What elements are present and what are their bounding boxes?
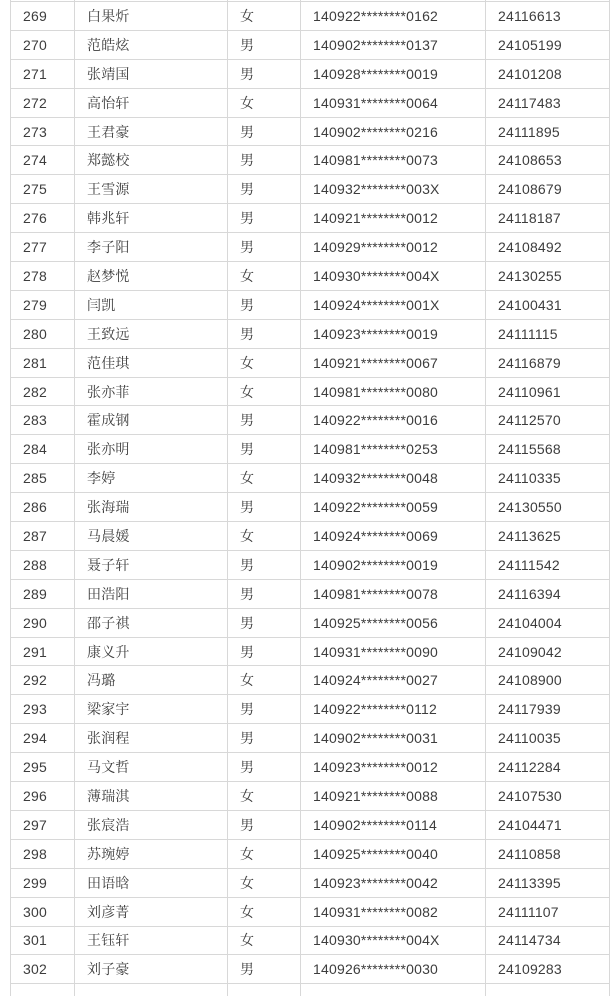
exam-number-cell: 24109283	[486, 955, 610, 984]
gender-cell: 女	[228, 868, 301, 897]
row-number-cell: 277	[11, 233, 75, 262]
student-name-cell: 冯璐	[75, 666, 228, 695]
table-row	[11, 146, 610, 175]
id-number-cell: 140981********0073	[301, 146, 486, 175]
id-number-cell: 140921********0012	[301, 204, 486, 233]
table-row	[11, 2, 610, 31]
row-number-cell: 279	[11, 290, 75, 319]
row-number-cell: 274	[11, 146, 75, 175]
id-number-cell: 140930********004X	[301, 926, 486, 955]
row-number-cell: 294	[11, 724, 75, 753]
student-name-cell: 刘彦菁	[75, 897, 228, 926]
id-number-cell: 140921********0067	[301, 348, 486, 377]
exam-number-cell: 24115568	[486, 435, 610, 464]
gender-cell: 女	[228, 88, 301, 117]
gender-cell: 男	[228, 695, 301, 724]
row-number-cell: 276	[11, 204, 75, 233]
student-name-cell: 王钰轩	[75, 926, 228, 955]
gender-cell: 男	[228, 146, 301, 175]
student-name-cell: 张海瑞	[75, 493, 228, 522]
row-number-cell: 282	[11, 377, 75, 406]
exam-number-cell: 24111107	[486, 897, 610, 926]
table-row	[11, 377, 610, 406]
student-name-cell: 范佳琪	[75, 348, 228, 377]
student-name-cell: 韩兆轩	[75, 204, 228, 233]
row-number-cell: 287	[11, 522, 75, 551]
gender-cell: 男	[228, 290, 301, 319]
student-name-cell: 霍成钢	[75, 406, 228, 435]
student-name-cell: 邵子祺	[75, 608, 228, 637]
gender-cell: 女	[228, 377, 301, 406]
student-name-cell: 赵梦悦	[75, 262, 228, 291]
id-number-cell: 140932********003X	[301, 175, 486, 204]
table-row	[11, 839, 610, 868]
table-row	[11, 319, 610, 348]
row-number-cell: 288	[11, 550, 75, 579]
id-number-cell: 140902********0019	[301, 550, 486, 579]
student-name-cell: 康义升	[75, 637, 228, 666]
student-roster-table	[10, 0, 610, 996]
gender-cell: 男	[228, 319, 301, 348]
student-name-cell: 白果炘	[75, 2, 228, 31]
table-row	[11, 522, 610, 551]
exam-number-cell: 24104471	[486, 810, 610, 839]
row-number-cell: 289	[11, 579, 75, 608]
id-number-cell: 140929********0012	[301, 233, 486, 262]
exam-number-cell: 24114734	[486, 926, 610, 955]
table-row	[11, 493, 610, 522]
table-row	[11, 724, 610, 753]
table-body	[11, 0, 610, 996]
gender-cell: 男	[228, 59, 301, 88]
row-number-cell: 292	[11, 666, 75, 695]
exam-number-cell: 24101208	[486, 59, 610, 88]
id-number-cell: 140932********0048	[301, 464, 486, 493]
row-number-cell: 285	[11, 464, 75, 493]
exam-number-cell: 24100431	[486, 290, 610, 319]
exam-number-cell: 24110858	[486, 839, 610, 868]
student-name-cell: 马晨媛	[75, 522, 228, 551]
gender-cell: 女	[228, 666, 301, 695]
gender-cell: 男	[228, 955, 301, 984]
gender-cell: 男	[228, 204, 301, 233]
exam-number-cell: 24105199	[486, 30, 610, 59]
gender-cell: 男	[228, 550, 301, 579]
exam-number-cell: 24108492	[486, 233, 610, 262]
gender-cell: 女	[228, 464, 301, 493]
id-number-cell: 140902********0216	[301, 117, 486, 146]
id-number-cell: 140931********0064	[301, 88, 486, 117]
id-number-cell: 140902********0031	[301, 724, 486, 753]
exam-number-cell: 24113625	[486, 522, 610, 551]
row-number-cell: 283	[11, 406, 75, 435]
gender-cell: 女	[228, 897, 301, 926]
row-number-cell: 275	[11, 175, 75, 204]
id-number-cell: 140981********0078	[301, 579, 486, 608]
row-number-cell: 280	[11, 319, 75, 348]
exam-number-cell: 24116613	[486, 2, 610, 31]
exam-number-cell: 24111895	[486, 117, 610, 146]
row-number-cell: 298	[11, 839, 75, 868]
student-name-cell: 聂子轩	[75, 550, 228, 579]
exam-number-cell: 24110335	[486, 464, 610, 493]
exam-number-cell: 24112284	[486, 753, 610, 782]
row-number-cell: 284	[11, 435, 75, 464]
exam-number-cell: 24107530	[486, 782, 610, 811]
table-row	[11, 435, 610, 464]
exam-number-cell: 24116394	[486, 579, 610, 608]
id-number-cell: 140928********0019	[301, 59, 486, 88]
student-name-cell: 刘子豪	[75, 955, 228, 984]
gender-cell: 男	[228, 493, 301, 522]
row-number-cell: 271	[11, 59, 75, 88]
exam-number-cell: 24116879	[486, 348, 610, 377]
gender-cell: 女	[228, 782, 301, 811]
exam-number-cell: 24113395	[486, 868, 610, 897]
id-number-cell: 140931********0090	[301, 637, 486, 666]
table-row	[11, 117, 610, 146]
exam-number-cell: 24130550	[486, 493, 610, 522]
row-number-cell: 302	[11, 955, 75, 984]
row-number-cell: 270	[11, 30, 75, 59]
student-name-cell: 薄瑞淇	[75, 782, 228, 811]
table-row	[11, 464, 610, 493]
row-number-cell: 293	[11, 695, 75, 724]
exam-number-cell: 24130255	[486, 262, 610, 291]
exam-number-cell: 24110035	[486, 724, 610, 753]
student-name-cell: 闫凯	[75, 290, 228, 319]
id-number-cell: 140922********0016	[301, 406, 486, 435]
exam-number-cell: 24104004	[486, 608, 610, 637]
student-name-cell: 张宸浩	[75, 810, 228, 839]
gender-cell: 男	[228, 753, 301, 782]
table-row	[11, 753, 610, 782]
student-name-cell: 梁家宇	[75, 695, 228, 724]
table-row	[11, 290, 610, 319]
table-row	[11, 550, 610, 579]
row-number-cell: 295	[11, 753, 75, 782]
id-number-cell: 140924********0027	[301, 666, 486, 695]
gender-cell: 男	[228, 406, 301, 435]
student-name-cell: 王君豪	[75, 117, 228, 146]
id-number-cell: 140925********0040	[301, 839, 486, 868]
exam-number-cell: 24109042	[486, 637, 610, 666]
gender-cell: 男	[228, 810, 301, 839]
student-name-cell: 张润程	[75, 724, 228, 753]
exam-number-cell: 24110961	[486, 377, 610, 406]
gender-cell: 男	[228, 175, 301, 204]
table-row	[11, 782, 610, 811]
table-row	[11, 88, 610, 117]
id-number-cell: 140921********0088	[301, 782, 486, 811]
gender-cell: 男	[228, 579, 301, 608]
exam-number-cell: 24111115	[486, 319, 610, 348]
id-number-cell: 140931********0082	[301, 897, 486, 926]
row-number-cell: 290	[11, 608, 75, 637]
student-name-cell: 田语晗	[75, 868, 228, 897]
row-number-cell: 296	[11, 782, 75, 811]
student-name-cell: 田浩阳	[75, 579, 228, 608]
id-number-cell: 140925********0056	[301, 608, 486, 637]
id-number-cell: 140902********0114	[301, 810, 486, 839]
gender-cell: 女	[228, 2, 301, 31]
table-row	[11, 810, 610, 839]
id-number-cell: 140924********001X	[301, 290, 486, 319]
id-number-cell: 140902********0137	[301, 30, 486, 59]
exam-number-cell: 24117939	[486, 695, 610, 724]
table-row	[11, 30, 610, 59]
table-row	[11, 204, 610, 233]
row-number-cell: 278	[11, 262, 75, 291]
table-row	[11, 406, 610, 435]
id-number-cell: 140924********0069	[301, 522, 486, 551]
row-number-cell: 272	[11, 88, 75, 117]
student-name-cell: 高怡轩	[75, 88, 228, 117]
row-number-cell: 301	[11, 926, 75, 955]
table-row	[11, 926, 610, 955]
id-number-cell: 140922********0059	[301, 493, 486, 522]
student-name-cell: 苏琬婷	[75, 839, 228, 868]
exam-number-cell: 24117483	[486, 88, 610, 117]
row-number-cell: 269	[11, 2, 75, 31]
gender-cell: 男	[228, 637, 301, 666]
exam-number-cell: 24118187	[486, 204, 610, 233]
row-number-cell: 299	[11, 868, 75, 897]
gender-cell: 女	[228, 262, 301, 291]
exam-number-cell: 24108679	[486, 175, 610, 204]
gender-cell: 男	[228, 724, 301, 753]
student-name-cell: 范皓炫	[75, 30, 228, 59]
id-number-cell: 140923********0042	[301, 868, 486, 897]
id-number-cell: 140922********0162	[301, 2, 486, 31]
exam-number-cell: 24111542	[486, 550, 610, 579]
gender-cell: 男	[228, 608, 301, 637]
table-row	[11, 175, 610, 204]
table-row	[11, 637, 610, 666]
id-number-cell: 140922********0112	[301, 695, 486, 724]
gender-cell: 女	[228, 839, 301, 868]
id-number-cell: 140923********0012	[301, 753, 486, 782]
partial-row-below	[11, 984, 610, 996]
student-name-cell: 李子阳	[75, 233, 228, 262]
roster-table-container	[10, 0, 609, 996]
row-number-cell: 297	[11, 810, 75, 839]
student-name-cell: 马文哲	[75, 753, 228, 782]
row-number-cell: 291	[11, 637, 75, 666]
gender-cell: 男	[228, 117, 301, 146]
row-number-cell: 286	[11, 493, 75, 522]
table-row	[11, 608, 610, 637]
gender-cell: 女	[228, 522, 301, 551]
table-row	[11, 955, 610, 984]
table-row	[11, 348, 610, 377]
gender-cell: 女	[228, 348, 301, 377]
id-number-cell: 140926********0030	[301, 955, 486, 984]
id-number-cell: 140923********0019	[301, 319, 486, 348]
student-name-cell: 李婷	[75, 464, 228, 493]
row-number-cell: 281	[11, 348, 75, 377]
student-name-cell: 王雪源	[75, 175, 228, 204]
exam-number-cell: 24108653	[486, 146, 610, 175]
id-number-cell: 140981********0253	[301, 435, 486, 464]
gender-cell: 男	[228, 435, 301, 464]
row-number-cell: 273	[11, 117, 75, 146]
table-row	[11, 233, 610, 262]
student-name-cell: 张亦明	[75, 435, 228, 464]
student-name-cell: 郑懿校	[75, 146, 228, 175]
table-row	[11, 868, 610, 897]
table-row	[11, 695, 610, 724]
row-number-cell: 300	[11, 897, 75, 926]
table-row	[11, 262, 610, 291]
gender-cell: 男	[228, 30, 301, 59]
exam-number-cell: 24108900	[486, 666, 610, 695]
id-number-cell: 140981********0080	[301, 377, 486, 406]
student-name-cell: 张靖国	[75, 59, 228, 88]
student-name-cell: 王致远	[75, 319, 228, 348]
gender-cell: 女	[228, 926, 301, 955]
id-number-cell: 140930********004X	[301, 262, 486, 291]
gender-cell: 男	[228, 233, 301, 262]
table-row	[11, 897, 610, 926]
table-row	[11, 59, 610, 88]
exam-number-cell: 24112570	[486, 406, 610, 435]
table-row	[11, 666, 610, 695]
student-name-cell: 张亦菲	[75, 377, 228, 406]
table-row	[11, 579, 610, 608]
